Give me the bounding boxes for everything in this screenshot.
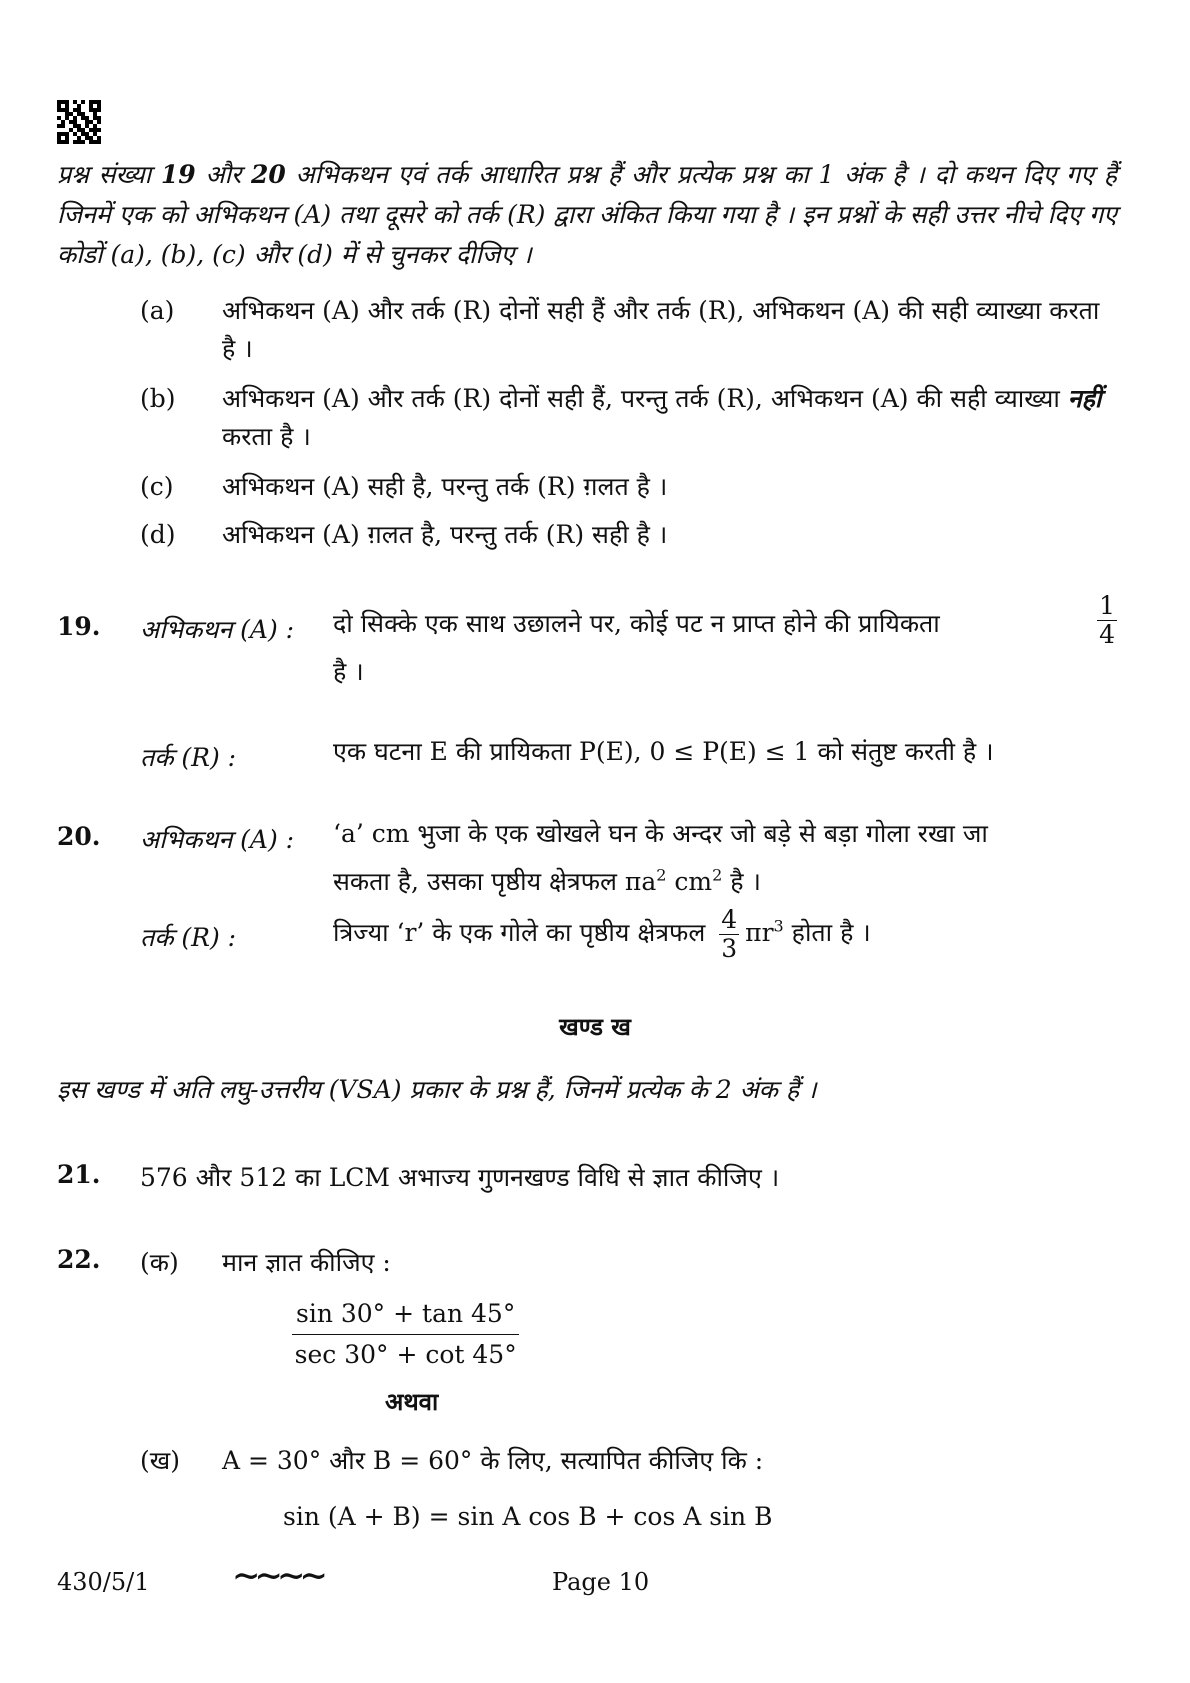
assertion-label: अभिकथन (A) : xyxy=(140,615,295,644)
question-number: 19. xyxy=(57,612,101,641)
question-number: 21. xyxy=(57,1160,101,1189)
assertion-label: अभिकथन (A) : xyxy=(140,825,295,854)
section-note: इस खण्ड में अति लघु-उत्तरीय (VSA) प्रकार के प्रश्न हैं, जिनमें प्रत्येक के 2 अंक हैं । xyxy=(57,1075,817,1104)
option-text: अभिकथन (A) ग़लत है, परन्तु तर्क (R) सही है । xyxy=(222,520,668,549)
part-b-text: A = 30° और B = 60° के लिए, सत्यापित कीजिए कि : xyxy=(222,1446,764,1475)
reason-label: तर्क (R) : xyxy=(140,923,237,952)
fraction: $\frac{1}{4}$ xyxy=(1099,591,1115,649)
option-label: (c) xyxy=(140,472,174,501)
or-separator: अथवा xyxy=(385,1387,439,1416)
assertion-text: ‘a’ cm भुजा के एक खोखले घन के अन्दर जो बड़े से बड़ा गोला रखा जा सकता है, उसका पृष्ठीय क्षेत्रफल $\pi a^2$ $cm^2$ है । xyxy=(333,819,988,896)
trig-fraction xyxy=(292,1296,519,1373)
question-ref-19: 19 xyxy=(160,160,196,189)
qr-code-icon xyxy=(57,100,101,144)
option-label: (d) xyxy=(140,520,176,549)
fraction-denominator: sec 30° + cot 45° xyxy=(294,1340,517,1369)
wave-decoration-icon: ∼∼∼∼ xyxy=(232,1556,322,1596)
part-a-label: (क) xyxy=(140,1248,179,1277)
option-text: अभिकथन (A) और तर्क (R) दोनों सही हैं और तर्क (R), अभिकथन (A) की सही व्याख्या करता है । xyxy=(222,296,1100,363)
fraction-numerator: sin 30° + tan 45° xyxy=(292,1296,519,1335)
reason-label: तर्क (R) : xyxy=(140,743,237,772)
option-text: अभिकथन (A) और तर्क (R) दोनों सही हैं, परन्तु तर्क (R), अभिकथन (A) की सही व्याख्या नहीं करता है । xyxy=(222,384,1102,451)
option-label: (b) xyxy=(140,384,176,413)
question-number: 22. xyxy=(57,1245,101,1274)
part-b-formula: sin (A + B) = sin A cos B + cos A sin B xyxy=(283,1502,773,1531)
reason-text: त्रिज्या ‘r’ के एक गोले का पृष्ठीय क्षेत्रफल $\frac{4}{3}$ $\pi r^3$ होता है । xyxy=(333,905,871,963)
assertion-reason-instructions: प्रश्न संख्या 19 और 20 अभिकथन एवं तर्क आधारित प्रश्न हैं और प्रत्येक प्रश्न का 1 अंक है । दो कथन दिए गए हैं जिनमें एक को अभिकथन (A) तथा दूसरे को तर्क (R) द्वारा अंकित किया गया है । इन प्रश्नों के सही उत्तर नीचे दिए गए कोडों (a), (b), (c) और (d) में से चुनकर दीजिए । xyxy=(57,160,1118,269)
fraction: $\frac{4}{3}$ xyxy=(721,905,738,963)
question-ref-20: 20 xyxy=(251,160,286,189)
question-number: 20. xyxy=(57,822,101,851)
page-number: Page 10 xyxy=(552,1568,650,1596)
emphasis-text: नहीं xyxy=(1067,384,1102,413)
part-a-text: मान ज्ञात कीजिए : xyxy=(222,1248,391,1277)
question-text: 576 और 512 का LCM अभाज्य गुणनखण्ड विधि से ज्ञात कीजिए । xyxy=(140,1163,780,1192)
assertion-text: दो सिक्के एक साथ उछालने पर, कोई पट न प्राप्त होने की प्रायिकता $\frac{1}{4}$ है । xyxy=(333,591,1115,686)
reason-text: एक घटना E की प्रायिकता P(E), 0 ≤ P(E) ≤ 1 को संतुष्ट करती है । xyxy=(333,737,994,766)
option-text: अभिकथन (A) सही है, परन्तु तर्क (R) ग़लत है । xyxy=(222,472,668,501)
part-b-label: (ख) xyxy=(140,1446,180,1475)
section-title: खण्ड ख xyxy=(559,1012,631,1041)
paper-code: 430/5/1 xyxy=(57,1568,150,1596)
option-label: (a) xyxy=(140,296,175,325)
